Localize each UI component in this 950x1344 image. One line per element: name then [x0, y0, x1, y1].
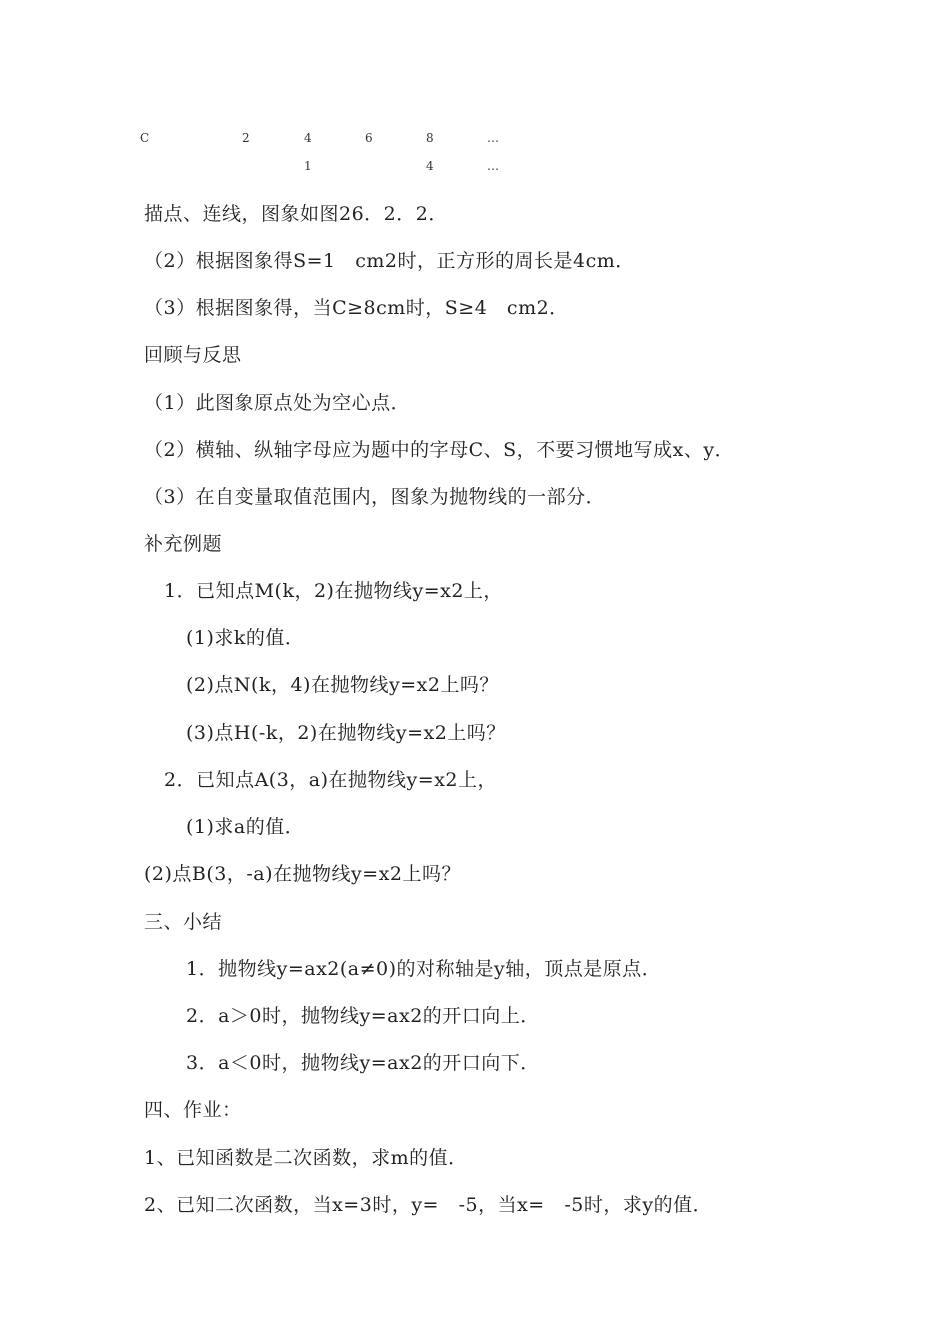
section-heading: 三、小结	[144, 911, 223, 933]
example-subitem: (2)点N(k，4)在抛物线y=x2上吗？	[186, 674, 499, 696]
paragraph-line: （2）根据图象得S=1 cm2时，正方形的周长是4cm．	[144, 250, 635, 272]
section-heading: 四、作业：	[144, 1099, 242, 1121]
section-heading: 回顾与反思	[144, 344, 242, 366]
example-subitem: (1)求k的值．	[186, 627, 305, 649]
table-cell-ellipsis: …	[487, 131, 499, 145]
table-cell-c-label: C	[140, 131, 150, 145]
example-item: 1．已知点M(k，2)在抛物线y=x2上，	[164, 580, 503, 602]
homework-item: 2、已知二次函数，当x=3时，y= -5，当x= -5时，求y的值．	[144, 1194, 713, 1216]
paragraph-line: 描点、连线，图象如图26．2．2．	[144, 203, 448, 225]
paragraph-line: （1）此图象原点处为空心点．	[144, 392, 411, 414]
table-cell: 2	[242, 131, 250, 145]
table-cell: 1	[304, 159, 312, 173]
example-item: 2．已知点A(3，a)在抛物线y=x2上，	[164, 769, 498, 791]
table-cell: 8	[426, 131, 434, 145]
example-subitem: (2)点B(3，-a)在抛物线y=x2上吗？	[144, 863, 461, 885]
paragraph-line: （3）根据图象得，当C≥8cm时，S≥4 cm2．	[144, 297, 569, 319]
table-cell: 6	[365, 131, 373, 145]
example-subitem: (3)点H(-k，2)在抛物线y=x2上吗？	[186, 722, 506, 744]
example-subitem: (1)求a的值．	[186, 816, 305, 838]
paragraph-line: （3）在自变量取值范围内，图象为抛物线的一部分．	[144, 486, 606, 508]
table-cell-ellipsis: …	[487, 159, 499, 173]
homework-item: 1、已知函数是二次函数，求m的值．	[144, 1147, 468, 1169]
summary-item: 3．a＜0时，抛物线y=ax2的开口向下．	[186, 1052, 540, 1074]
paragraph-line: （2）横轴、纵轴字母应为题中的字母C、S，不要习惯地写成x、y．	[144, 439, 735, 461]
section-heading: 补充例题	[144, 533, 223, 555]
summary-item: 2．a＞0时，抛物线y=ax2的开口向上．	[186, 1005, 540, 1027]
summary-item: 1．抛物线y=ax2(a≠0)的对称轴是y轴，顶点是原点．	[186, 958, 662, 980]
table-cell: 4	[304, 131, 312, 145]
table-cell: 4	[426, 159, 434, 173]
